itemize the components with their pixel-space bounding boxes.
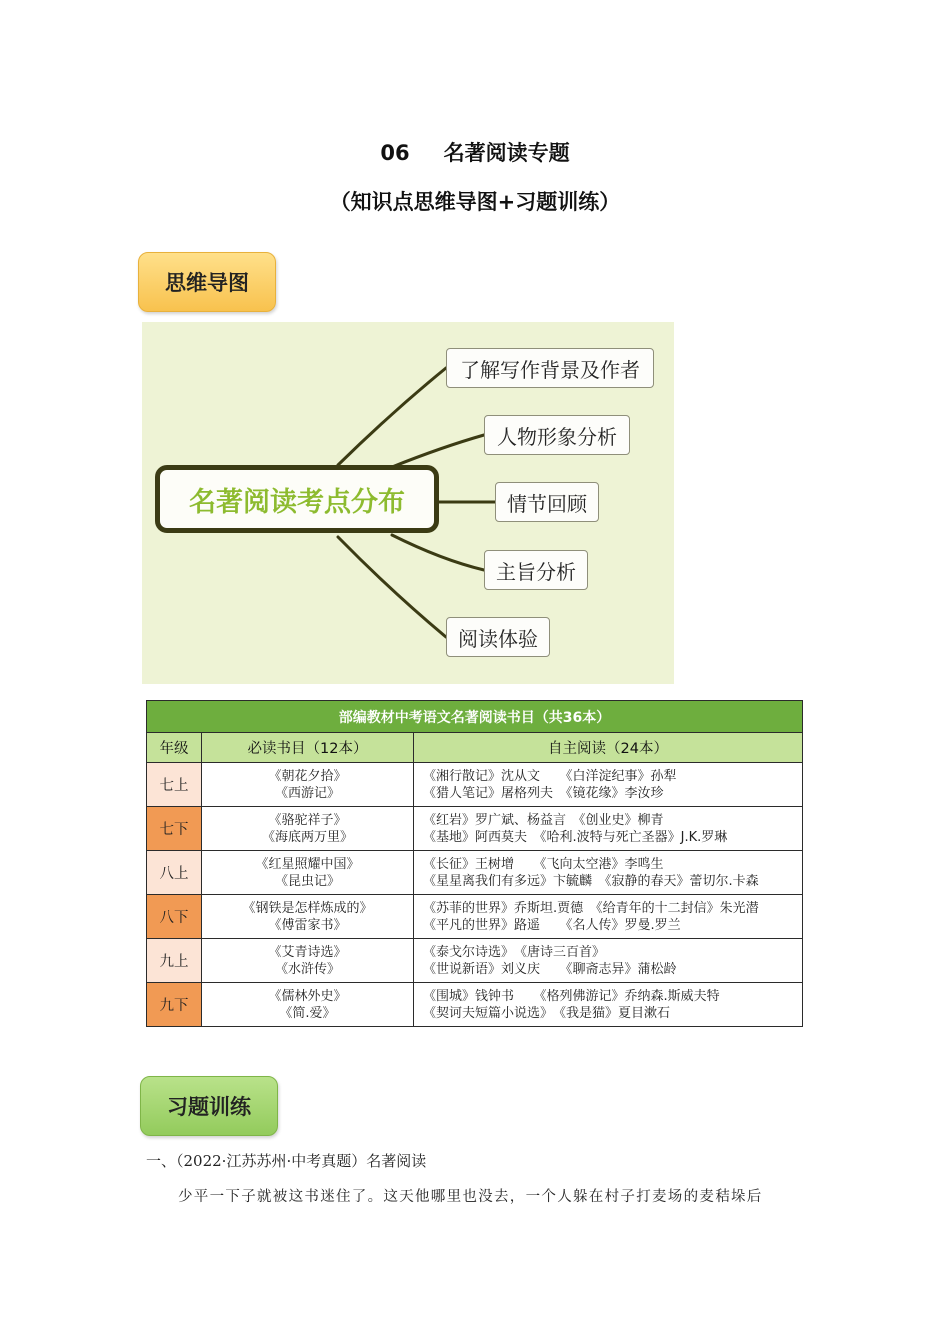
optional-cell (414, 851, 803, 895)
table-row (147, 895, 803, 939)
required-cell (202, 851, 414, 895)
required-book: 《昆虫记》 (274, 873, 340, 889)
required-book: 《儒林外史》 (268, 988, 347, 1004)
grade-cell: 九下 (147, 983, 202, 1027)
optional-line: 《苏菲的世界》乔斯坦.贾德 《给青年的十二封信》朱光潜 (423, 900, 759, 916)
question-heading: 一、（2022·江苏苏州·中考真题）名著阅读 (146, 1152, 427, 1170)
required-book: 《傅雷家书》 (268, 917, 347, 933)
grade-cell: 七下 (147, 807, 202, 851)
optional-cell (414, 763, 803, 807)
doc-subtitle: （知识点思维导图+习题训练） (329, 190, 621, 214)
required-book: 《简.爱》 (279, 1005, 336, 1021)
doc-title (0, 137, 950, 167)
required-book: 《朝花夕拾》 (268, 768, 347, 784)
mindmap-branch-background: 了解写作背景及作者 (446, 348, 654, 388)
optional-line: 《猎人笔记》屠格列夫 《镜花缘》李汝珍 (423, 785, 664, 801)
table-row (147, 983, 803, 1027)
exercise-section-tag: 习题训练 (140, 1076, 278, 1136)
optional-line: 《星星离我们有多远》卞毓麟 《寂静的春天》蕾切尔.卡森 (423, 873, 759, 889)
mindmap (142, 322, 674, 684)
mindmap-branch-experience: 阅读体验 (446, 617, 550, 657)
optional-line: 《契诃夫短篇小说选》 《我是猫》夏目漱石 (423, 1005, 671, 1021)
required-cell (202, 895, 414, 939)
book-list-table (146, 700, 803, 1027)
table-row (147, 939, 803, 983)
required-cell (202, 983, 414, 1027)
doc-number: 06 (380, 141, 410, 165)
required-cell (202, 939, 414, 983)
passage-text: 少平一下子就被这书迷住了。这天他哪里也没去，一个人躲在村子打麦场的麦秸垛后 (178, 1189, 763, 1205)
optional-line: 《平凡的世界》路遥 《名人传》罗曼.罗兰 (423, 917, 681, 933)
grade-cell: 七上 (147, 763, 202, 807)
optional-line: 《围城》钱钟书 《格列佛游记》乔纳森.斯威夫特 (423, 988, 720, 1004)
table-row (147, 763, 803, 807)
mindmap-center-node: 名著阅读考点分布 (155, 465, 439, 533)
optional-line: 《红岩》罗广斌、杨益言 《创业史》柳青 (423, 812, 664, 828)
required-cell (202, 807, 414, 851)
optional-line: 《泰戈尔诗选》 《唐诗三百首》 (423, 944, 606, 960)
required-book: 《西游记》 (274, 785, 340, 801)
required-book: 《水浒传》 (274, 961, 340, 977)
connector-1 (392, 435, 484, 467)
optional-line: 《世说新语》刘义庆 《聊斋志异》蒲松龄 (423, 961, 677, 977)
connector-0 (338, 368, 446, 465)
optional-cell (414, 983, 803, 1027)
doc-title-text: 名著阅读专题 (443, 141, 570, 165)
required-cell (202, 763, 414, 807)
table-row (147, 851, 803, 895)
grade-cell: 八下 (147, 895, 202, 939)
mindmap-branch-theme: 主旨分析 (484, 550, 588, 590)
connector-3 (392, 535, 484, 570)
header-grade: 年级 (147, 733, 202, 763)
required-book: 《海底两万里》 (261, 829, 353, 845)
grade-cell: 八上 (147, 851, 202, 895)
header-optional: 自主阅读（24本） (414, 733, 803, 763)
mindmap-branch-plot: 情节回顾 (495, 482, 599, 522)
mindmap-branch-character: 人物形象分析 (484, 415, 630, 455)
grade-cell: 九上 (147, 939, 202, 983)
optional-cell (414, 807, 803, 851)
optional-cell (414, 895, 803, 939)
optional-cell (414, 939, 803, 983)
mindmap-section-tag: 思维导图 (138, 252, 276, 312)
table-caption: 部编教材中考语文名著阅读书目（共36本） (147, 701, 803, 733)
optional-line: 《长征》王树增 《飞向太空港》李鸣生 (423, 856, 664, 872)
optional-line: 《基地》阿西莫夫 《哈利.波特与死亡圣器》J.K.罗琳 (423, 829, 728, 845)
optional-line: 《湘行散记》沈从文 《白洋淀纪事》孙犁 (423, 768, 677, 784)
required-book: 《钢铁是怎样炼成的》 (242, 900, 373, 916)
required-book: 《红星照耀中国》 (255, 856, 360, 872)
required-book: 《艾青诗选》 (268, 944, 347, 960)
required-book: 《骆驼祥子》 (268, 812, 347, 828)
table-row (147, 807, 803, 851)
header-required: 必读书目（12本） (202, 733, 414, 763)
